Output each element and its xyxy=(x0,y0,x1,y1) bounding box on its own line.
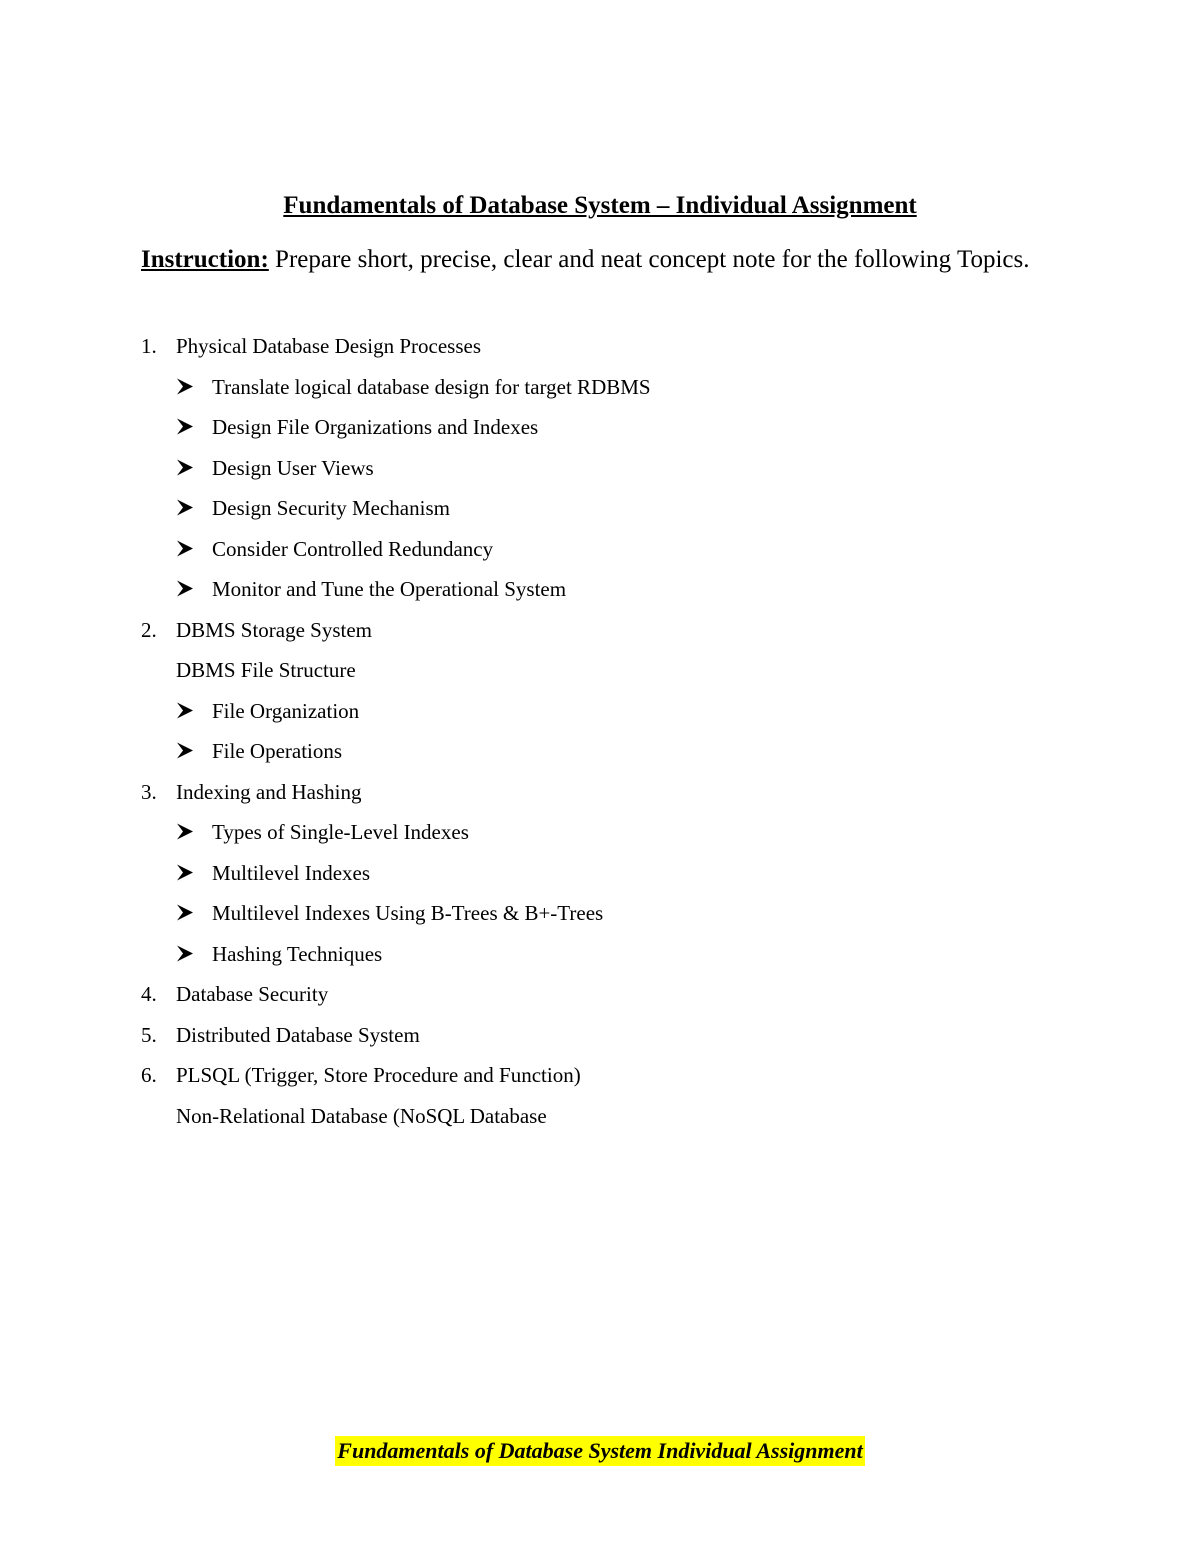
topic-number: 5. xyxy=(141,1022,157,1047)
numbered-topic-item xyxy=(141,776,1059,817)
bullet-subtopic-item xyxy=(141,411,1059,452)
topic-text: Distributed Database System xyxy=(176,1022,420,1047)
topic-number: 6. xyxy=(141,1063,157,1087)
instruction-text: Prepare short, precise, clear and neat concept note for the following Topics. xyxy=(268,246,1030,273)
subtopic-text: Multilevel Indexes xyxy=(212,860,371,885)
topic-number: 4. xyxy=(141,982,157,1006)
topic-number: 3. xyxy=(141,779,157,804)
bullet-subtopic-item xyxy=(141,897,1059,938)
subtopic-text: Types of Single-Level Indexes xyxy=(212,820,469,844)
bullet-subtopic-item xyxy=(141,573,1059,614)
bullet-subtopic-item xyxy=(141,857,1059,898)
footer-highlight-text: Fundamentals of Database System Individual Assignment xyxy=(335,1436,864,1466)
bullet-subtopic-item xyxy=(141,695,1059,736)
arrowhead-bullet-icon xyxy=(176,816,206,840)
numbered-topic-item xyxy=(141,330,1059,371)
subtopic-text: Hashing Techniques xyxy=(212,941,383,966)
arrowhead-bullet-icon xyxy=(176,735,206,759)
plain-topic-line xyxy=(141,654,1059,695)
arrowhead-bullet-icon xyxy=(176,533,206,557)
bullet-subtopic-item xyxy=(141,452,1059,493)
arrowhead-bullet-icon xyxy=(176,938,206,962)
subtopic-text: Multilevel Indexes Using B-Trees & B+-Trees xyxy=(212,901,604,925)
subtopic-text: Monitor and Tune the Operational System xyxy=(212,577,567,601)
bullet-subtopic-item xyxy=(141,735,1059,776)
subtopic-text: File Operations xyxy=(212,739,343,763)
arrowhead-bullet-icon xyxy=(176,695,206,719)
arrowhead-bullet-icon xyxy=(176,492,206,516)
arrowhead-bullet-icon xyxy=(176,897,206,921)
topics-list xyxy=(141,330,1059,1140)
topic-line-text: DBMS File Structure xyxy=(176,658,356,682)
numbered-topic-item xyxy=(141,1019,1059,1060)
bullet-subtopic-item xyxy=(141,816,1059,857)
subtopic-text: Design User Views xyxy=(212,455,374,480)
instruction-label: Instruction: xyxy=(141,246,269,273)
subtopic-text: Design Security Mechanism xyxy=(212,496,450,520)
arrowhead-bullet-icon xyxy=(176,371,206,395)
arrowhead-bullet-icon xyxy=(176,857,206,881)
bullet-subtopic-item xyxy=(141,533,1059,574)
arrowhead-bullet-icon xyxy=(176,573,206,597)
numbered-topic-item xyxy=(141,978,1059,1019)
topic-text: Physical Database Design Processes xyxy=(176,334,482,358)
topic-text: PLSQL (Trigger, Store Procedure and Function) xyxy=(176,1063,581,1087)
document-title: Fundamentals of Database System – Individual Assignment xyxy=(283,192,917,219)
bullet-subtopic-item xyxy=(141,371,1059,412)
arrowhead-bullet-icon xyxy=(176,411,206,435)
subtopic-text: Consider Controlled Redundancy xyxy=(212,536,494,561)
subtopic-text: Translate logical database design for target RDBMS xyxy=(212,374,651,399)
page-footer xyxy=(0,1436,1200,1466)
numbered-topic-item xyxy=(141,1059,1059,1100)
topic-line-text: Non-Relational Database (NoSQL Database xyxy=(176,1103,547,1128)
plain-topic-line xyxy=(141,1100,1059,1141)
topic-text: Indexing and Hashing xyxy=(176,779,362,804)
arrowhead-bullet-icon xyxy=(176,452,206,476)
topic-number: 1. xyxy=(141,334,157,358)
bullet-subtopic-item xyxy=(141,938,1059,979)
bullet-subtopic-item xyxy=(141,492,1059,533)
instruction-paragraph xyxy=(141,236,1059,284)
topic-text: DBMS Storage System xyxy=(176,617,373,642)
numbered-topic-item xyxy=(141,614,1059,655)
topic-number: 2. xyxy=(141,617,157,642)
subtopic-text: Design File Organizations and Indexes xyxy=(212,415,539,439)
subtopic-text: File Organization xyxy=(212,698,360,723)
topic-text: Database Security xyxy=(176,982,329,1006)
